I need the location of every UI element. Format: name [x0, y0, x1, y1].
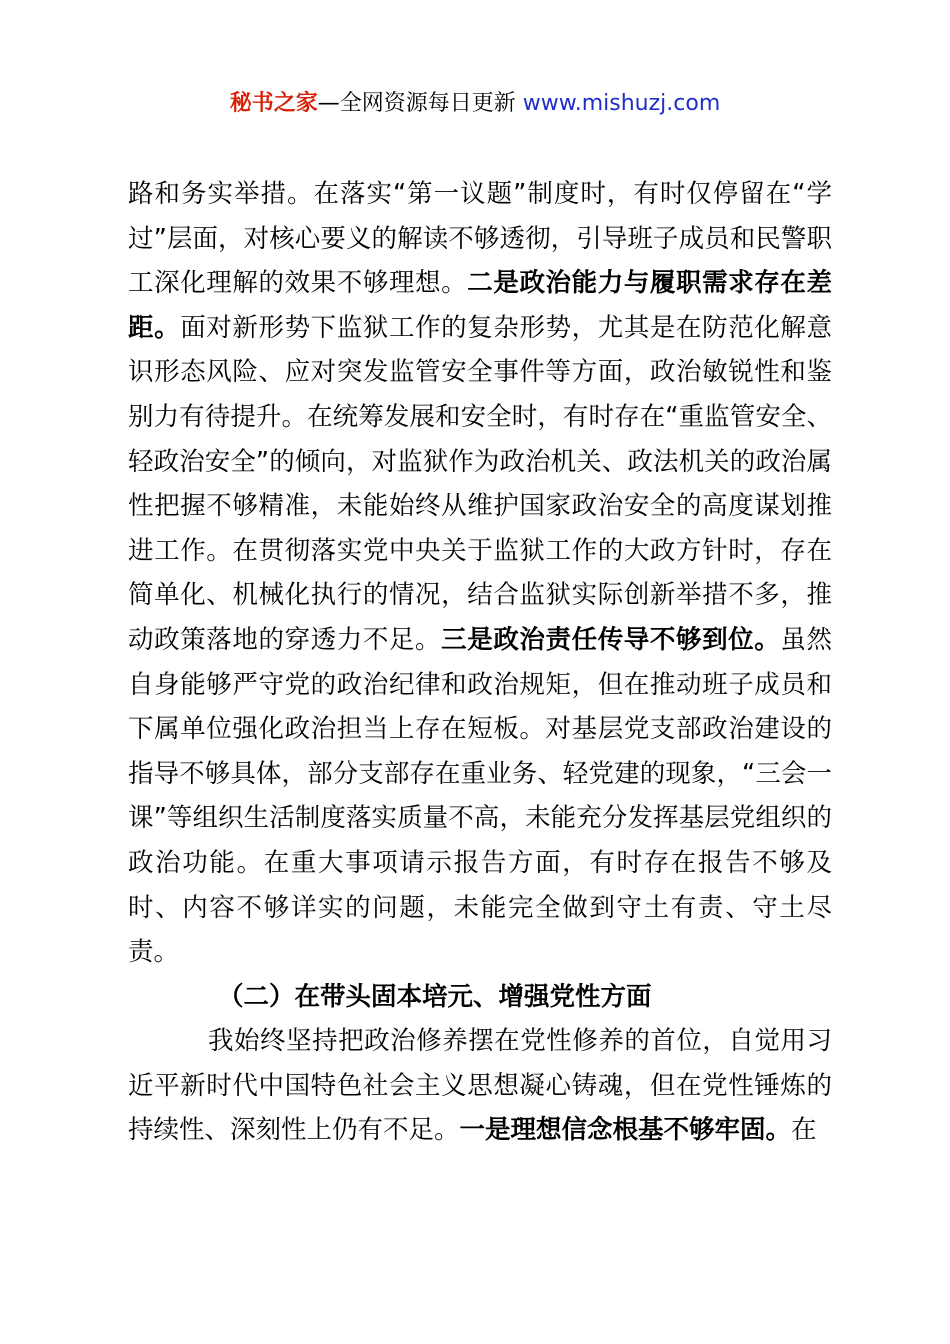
paragraph-text: 路和务实举措。在落实“第一议题”制度时，有时仅停留在“学过”层面，对核心要义的解读不够透彻，引导班子成员和民警职工深化理解的效果不够理想。 [128, 179, 832, 299]
bold-point-three: 三是政治责任传导不够到位。 [441, 624, 781, 655]
paragraph-text: 我始终坚持把政治修养摆在党性修养的首位，自觉用习近平新时代中国特色社会主义思想凝心铸魂，但在党性锤炼的持续性、深刻性上仍有不足。 [128, 1026, 832, 1146]
bold-point-two: 二是政治能力与履职需求存在差距。 [128, 268, 832, 343]
bold-point-one: 一是理想信念根基不够牢固。 [459, 1115, 792, 1146]
paragraph-text: 在 [791, 1115, 817, 1146]
section-heading-2: （二）在带头固本培元、增强党性方面 [218, 981, 652, 1012]
header-url[interactable]: www.mishuzj.com [522, 91, 721, 116]
header-tagline: —全网资源每日更新 [317, 91, 523, 116]
paragraph-text: 面对新形势下监狱工作的复杂形势，尤其是在防范化解意识形态风险、应对突发监管安全事件等方面，政治敏锐性和鉴别力有待提升。在统筹发展和安全时，有时存在“重监管安全、轻政治安全”的倾向，对监狱作为政治机关、政法机关的政治属性把握不够精准，未能始终从维护国家政治安全的高度谋划推进工作。在贯彻落实党中央关于监狱工作的大政方针时，存在简单化、机械化执行的情况，结合监狱实际创新举措不多，推动政策落地的穿透力不足。 [128, 312, 832, 655]
page-header [0, 88, 950, 120]
document-body [128, 172, 832, 1153]
paragraph-political-ability [128, 172, 832, 975]
header-brand: 秘书之家 [229, 91, 318, 116]
paragraph-party-spirit [128, 1019, 832, 1153]
paragraph-text: 虽然自身能够严守党的政治纪律和政治规矩，但在推动班子成员和下属单位强化政治担当上存在短板。对基层党支部政治建设的指导不够具体，部分支部存在重业务、轻党建的现象，“三会一课”等组织生活制度落实质量不高，未能充分发挥基层党组织的政治功能。在重大事项请示报告方面，有时存在报告不够及时、内容不够详实的问题，未能完全做到守土有责、守土尽责。 [128, 624, 832, 968]
